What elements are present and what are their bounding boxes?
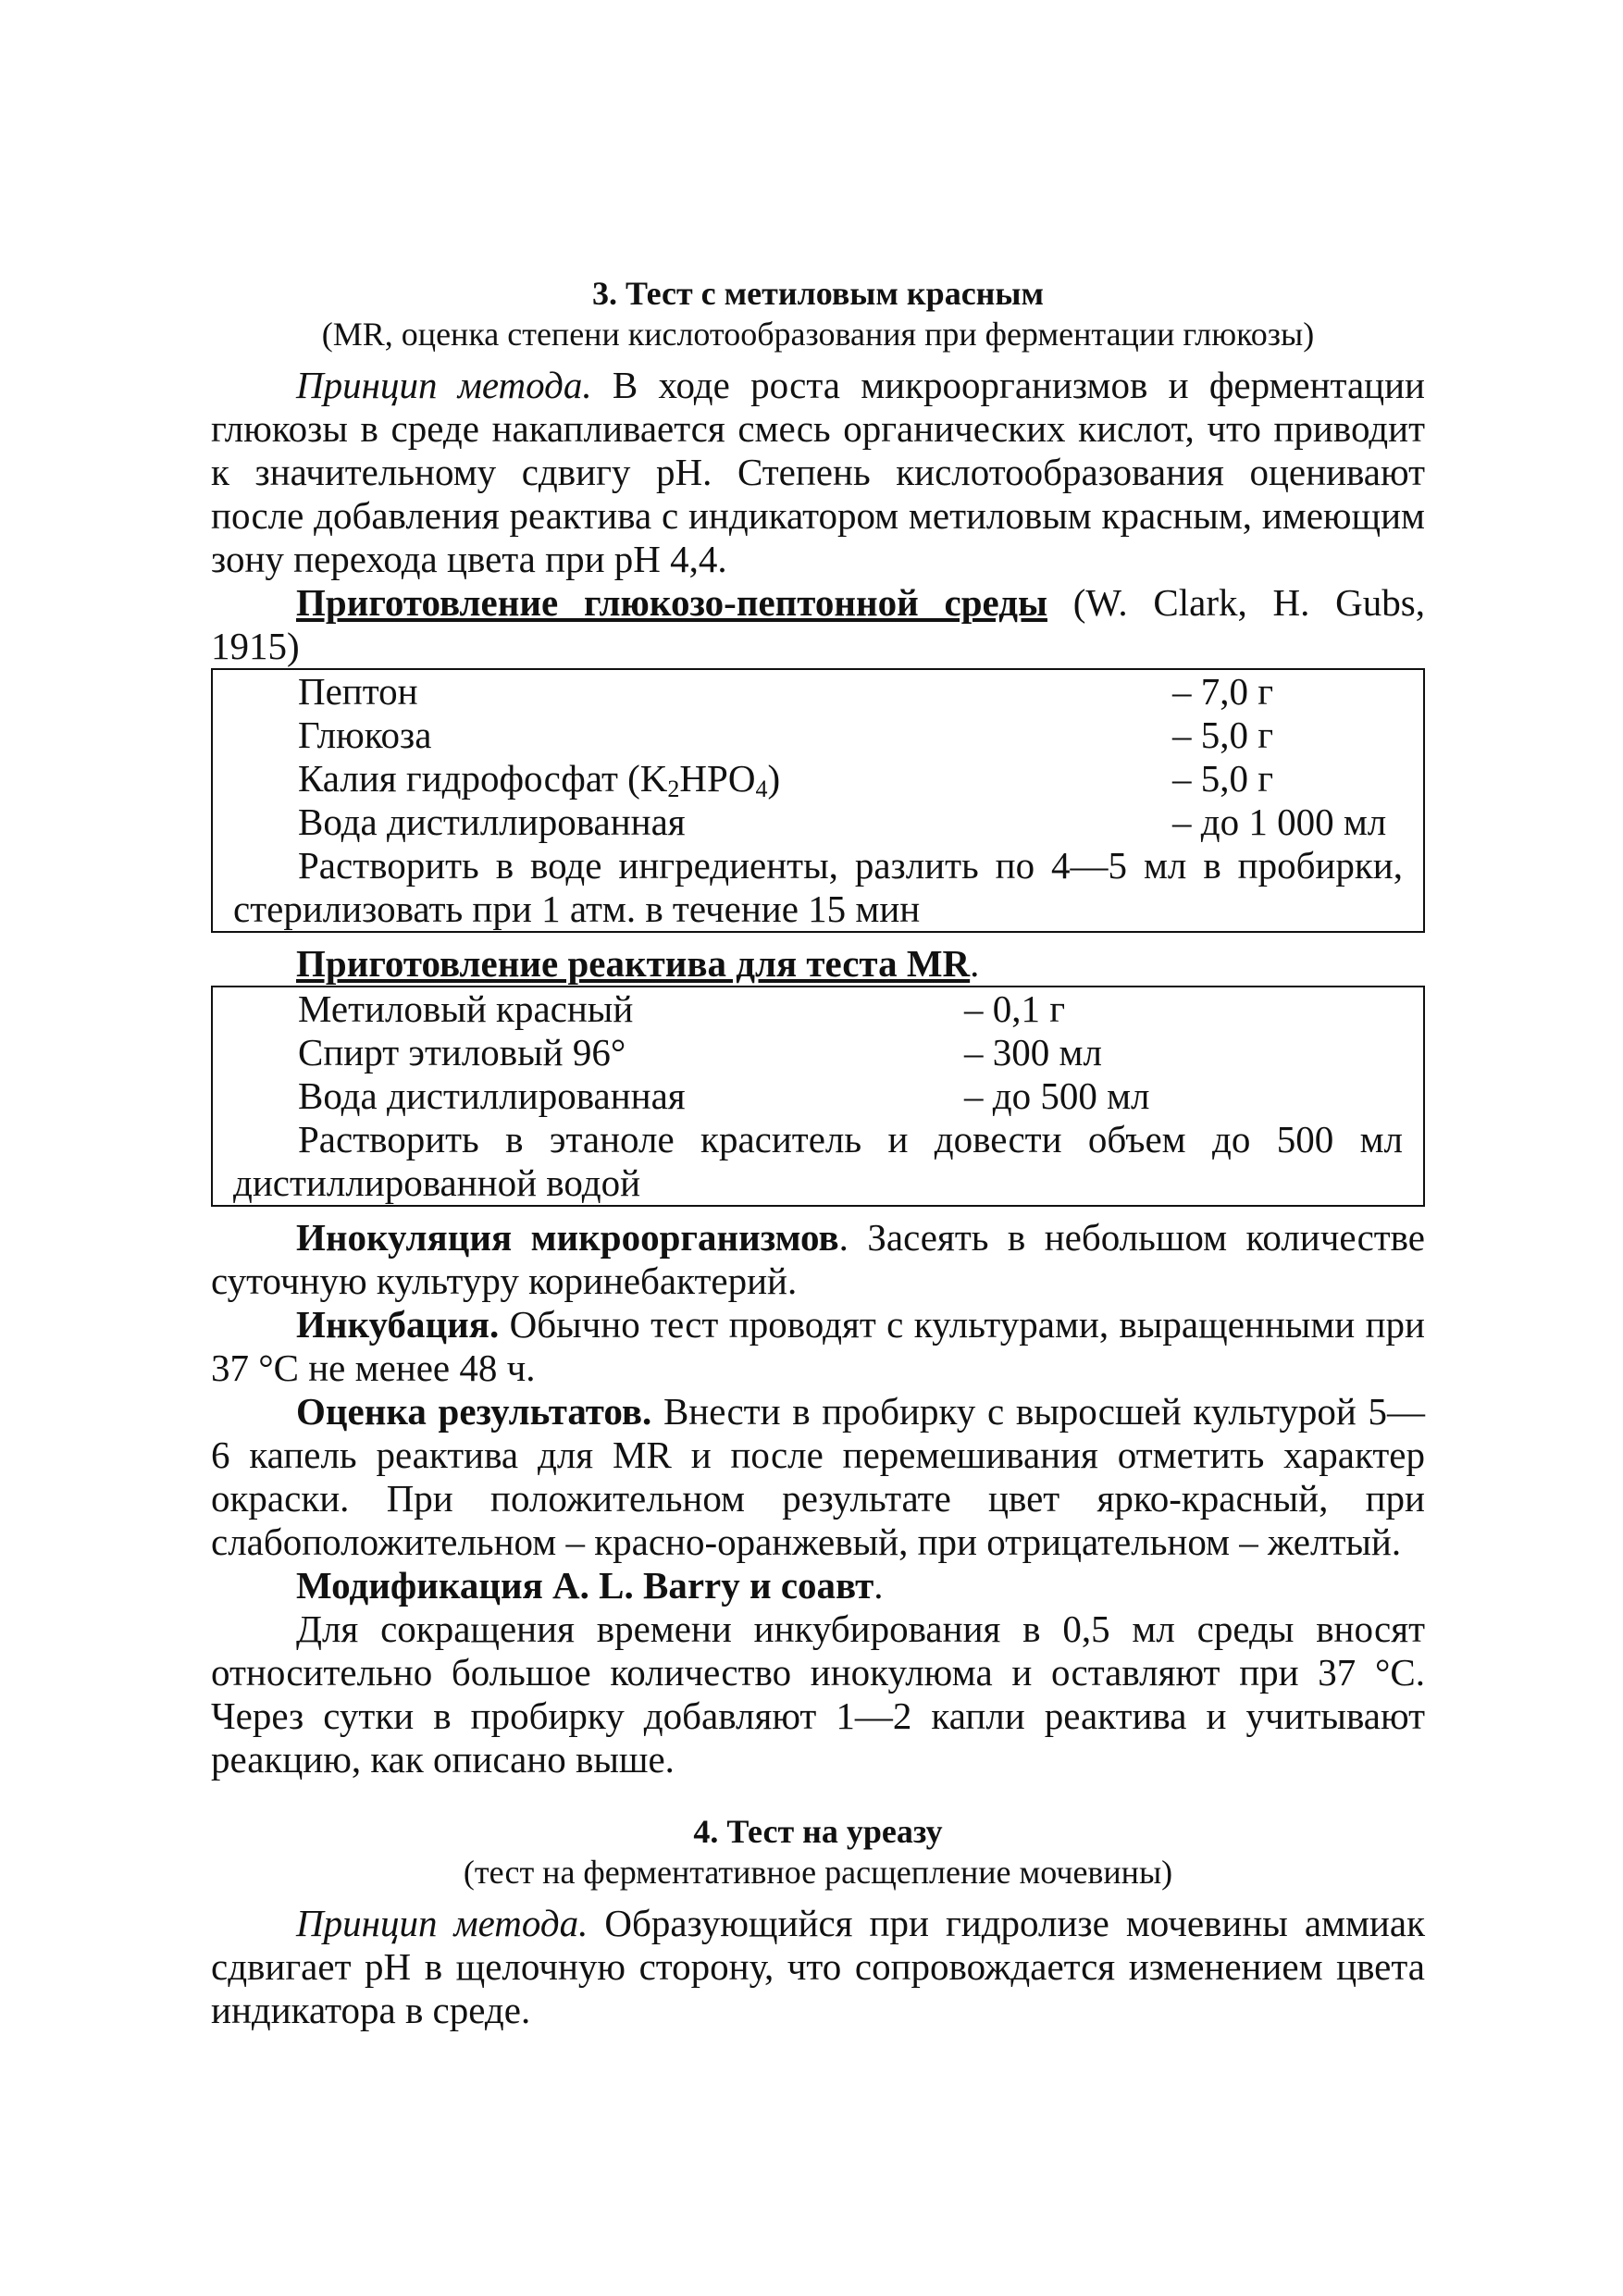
- incubation-paragraph: [211, 1303, 1425, 1390]
- modification-tail: .: [873, 1564, 884, 1607]
- ingredient-name: Пептон: [298, 670, 418, 713]
- reagent-heading-line: [211, 942, 1425, 986]
- document-page: [211, 273, 1425, 2032]
- results-lead: Оценка результатов.: [296, 1390, 652, 1433]
- modification-paragraph: Для сокращения времени инкубирования в 0,5 мл среды вносят относительно большое количество инокулюма и оставляют при 37 °С. Через сутки в пробирку добавляют 1—2 капли реактива и учитывают реакцию, как описано выше.: [211, 1607, 1425, 1781]
- incubation-text: Обычно тест проводят с культурами, выращенными при 37 °С не менее 48 ч.: [211, 1303, 1425, 1389]
- section-3-subtitle: (MR, оценка степени кислотообразования при ферментации глюкозы): [321, 316, 1315, 353]
- ingredient-name: Метиловый красный: [298, 987, 634, 1030]
- ingredient-name: Вода дистиллированная: [298, 1074, 686, 1117]
- inoculation-paragraph: [211, 1216, 1425, 1303]
- reagent-recipe-box: [211, 986, 1425, 1207]
- ingredient-amount: – 7,0 г: [1172, 670, 1274, 713]
- section-4-principle: [211, 1902, 1425, 2032]
- recipe-row: [233, 987, 1403, 1031]
- ingredient-amount: – 5,0 г: [1172, 714, 1274, 756]
- recipe-row: [233, 800, 1403, 844]
- medium-instructions: Растворить в воде ингредиенты, разлить по 4—5 мл в пробирки, стерилизовать при 1 атм. в течение 15 мин: [233, 844, 1403, 930]
- recipe-row: [233, 757, 1403, 800]
- recipe-row: [233, 670, 1403, 714]
- reagent-heading: Приготовление реактива для теста MR: [296, 942, 971, 985]
- medium-recipe-box: [211, 668, 1425, 933]
- results-text: Внести в пробирку с выросшей культурой 5—6 капель реактива для MR и после перемешивания отметить характер окраски. При положительном результате цвет ярко-красный, при слабоположительном – красно-оранжевый, при отрицательном – желтый.: [211, 1390, 1425, 1563]
- section-4-title: 4. Тест на уреазу: [693, 1813, 943, 1850]
- ingredient-amount: – 5,0 г: [1172, 757, 1274, 800]
- ingredient-name: Глюкоза: [298, 714, 432, 756]
- ingredient-amount: – 0,1 г: [964, 987, 1066, 1030]
- medium-heading: Приготовление глюкозо-пептонной среды: [296, 581, 1047, 624]
- principle-lead: Принцип метода.: [296, 364, 592, 406]
- ingredient-amount: – до 1 000 мл: [1172, 800, 1387, 843]
- incubation-lead: Инкубация.: [296, 1303, 500, 1346]
- medium-heading-line: [211, 581, 1425, 668]
- modification-heading-line: [211, 1564, 1425, 1607]
- principle-text: Образующийся при гидролизе мочевины аммиак сдвигает pH в щелочную сторону, что сопровождается изменением цвета индикатора в среде.: [211, 1902, 1425, 2031]
- ingredient-amount: – 300 мл: [964, 1031, 1102, 1074]
- section-3-principle: [211, 364, 1425, 581]
- modification-lead: Модификация A. L. Barry и соавт: [296, 1564, 874, 1607]
- ingredient-amount: – до 500 мл: [964, 1074, 1150, 1117]
- recipe-row: [233, 714, 1403, 757]
- ingredient-name: Спирт этиловый 96°: [298, 1031, 626, 1074]
- principle-text: В ходе роста микроорганизмов и ферментации глюкозы в среде накапливается смесь органических кислот, что приводит к значительному сдвигу pH. Степень кислотообразования оценивают после добавления реактива с индикатором метиловым красным, имеющим зону перехода цвета при pH 4,4.: [211, 364, 1425, 580]
- section-4-subtitle: (тест на ферментативное расщепление мочевины): [463, 1854, 1173, 1891]
- ingredient-name: Вода дистиллированная: [298, 800, 686, 843]
- recipe-row: [233, 1074, 1403, 1118]
- results-paragraph: [211, 1390, 1425, 1564]
- reagent-instructions: Растворить в этаноле краситель и довести объем до 500 мл дистиллированной водой: [233, 1118, 1403, 1204]
- principle-lead: Принцип метода.: [296, 1902, 588, 1944]
- inoculation-lead: Инокуляция микроорганизмов: [296, 1216, 839, 1259]
- medium-ref: (W. Clark, H. Gubs, 1915): [211, 581, 1425, 667]
- inoculation-text: . Засеять в небольшом количестве суточную культуру коринебактерий.: [211, 1216, 1425, 1302]
- ingredient-name: Калия гидрофосфат $(K_2HPO_4)$: [298, 757, 781, 802]
- section-3-title: 3. Тест с метиловым красным: [591, 275, 1045, 312]
- recipe-row: [233, 1031, 1403, 1074]
- reagent-heading-tail: .: [970, 942, 980, 985]
